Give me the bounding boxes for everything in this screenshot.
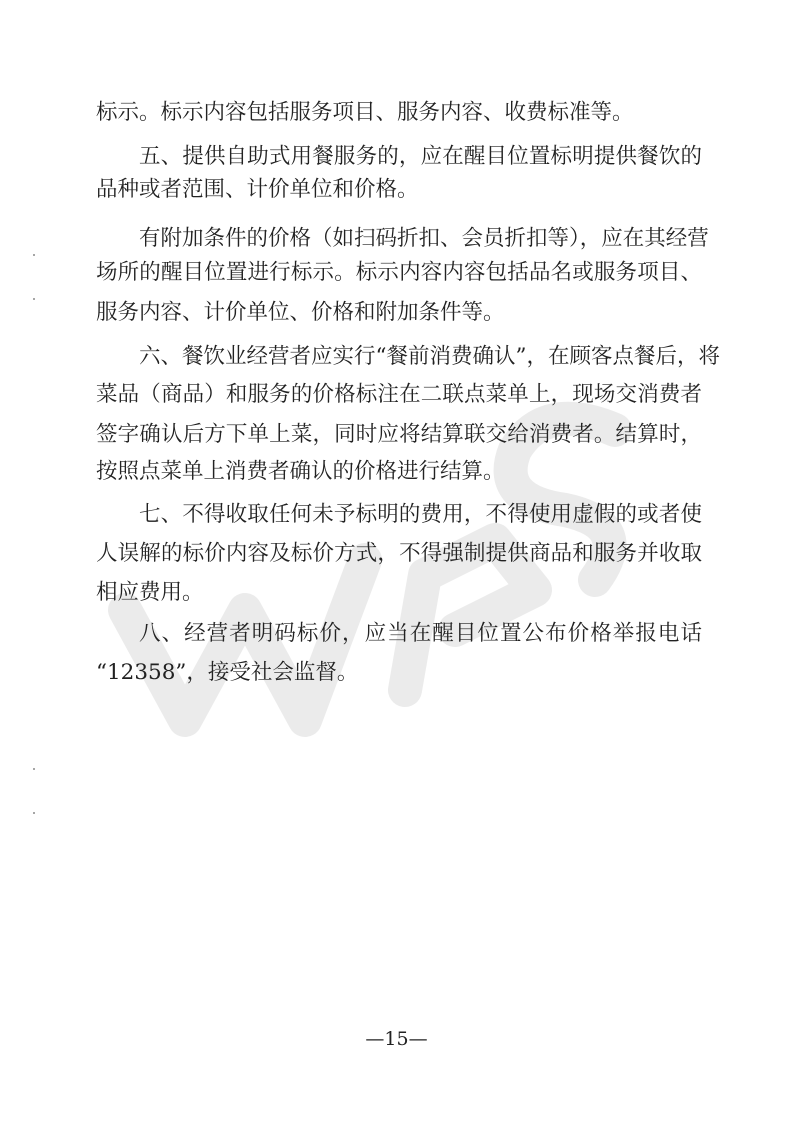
text-line: 六、餐饮业经营者应实行“餐前消费确认”，在顾客点餐后，将	[139, 344, 720, 369]
text-line: 标示。标示内容包括服务项目、服务内容、收费标准等。	[96, 100, 634, 125]
text-line: 有附加条件的价格（如扫码折扣、会员折扣等），应在其经营	[139, 226, 709, 251]
binding-mark	[33, 812, 35, 814]
text-line: 服务内容、计价单位、价格和附加条件等。	[96, 300, 505, 325]
text-line: 品种或者范围、计价单位和价格。	[96, 177, 419, 202]
text-line: 人误解的标价内容及标价方式，不得强制提供商品和服务并收取	[96, 541, 702, 566]
text-line: 签字确认后方下单上菜，同时应将结算联交给消费者。结算时，	[96, 422, 702, 447]
text-line: 场所的醒目位置进行标示。标示内容内容包括品名或服务项目、	[96, 260, 702, 285]
binding-mark	[33, 254, 35, 256]
text-line: 八、经营者明码标价，应当在醒目位置公布价格举报电话	[139, 621, 702, 646]
text-line: 相应费用。	[96, 580, 204, 605]
text-line: 五、提供自助式用餐服务的，应在醒目位置标明提供餐饮的	[139, 144, 702, 169]
page-number: —15—	[365, 1028, 428, 1050]
binding-mark	[33, 768, 35, 770]
text-line: 菜品（商品）和服务的价格标注在二联点菜单上，现场交消费者	[96, 382, 702, 407]
text-line: 七、不得收取任何未予标明的费用，不得使用虚假的或者使	[139, 502, 702, 527]
binding-mark	[33, 298, 35, 300]
text-line: 按照点菜单上消费者确认的价格进行结算。	[96, 459, 505, 484]
text-line: “12358”，接受社会监督。	[96, 660, 359, 685]
